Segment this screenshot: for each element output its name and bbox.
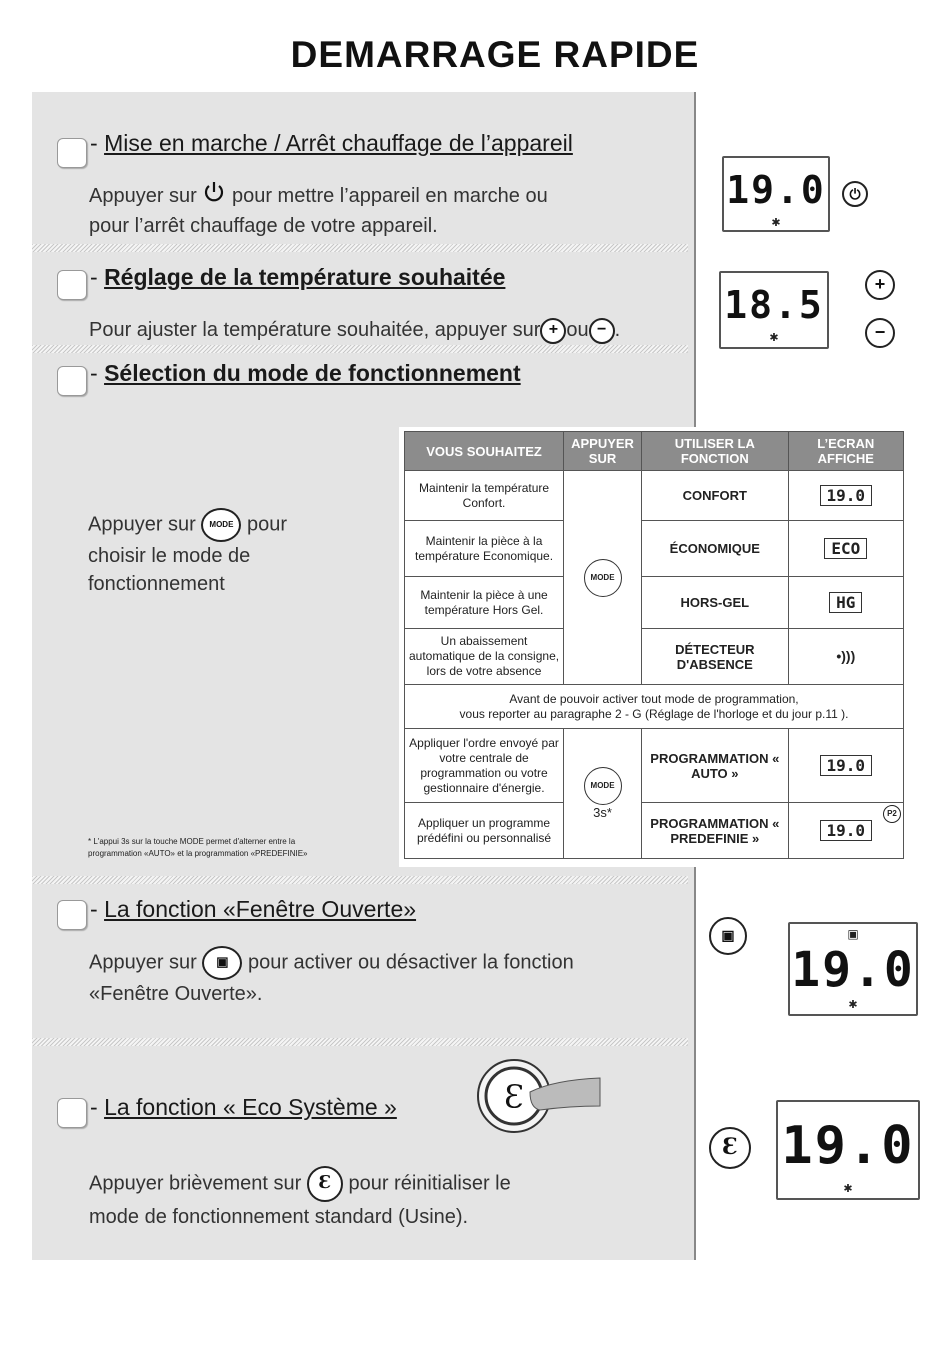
table-cell-want: Un abaissement automatique de la consigne, lors de votre absence [405,629,564,685]
heading-window: - La fonction «Fenêtre Ouverte» [90,896,417,922]
heading-mode: - Sélection du mode de fonctionnement [90,360,521,386]
table-cell-screen: ECO [788,521,903,577]
svg-text:Ɛ: Ɛ [504,1078,524,1116]
heading-temp: - Réglage de la température souhaitée [90,264,506,290]
table-cell-want: Appliquer un programme prédéfini ou personnalisé [405,803,564,859]
table-notice: Avant de pouvoir activer tout mode de programmation, vous reporter au paragraphe 2 - G (Réglage de l'horloge et du jour p.11 ). [405,685,904,729]
table-cell-function: DÉTECTEUR D'ABSENCE [642,629,789,685]
table-cell-press [564,729,642,859]
window-icon: ▣ [202,946,242,980]
mode-icon: MODE [201,508,241,542]
table-cell-function: CONFORT [642,471,789,521]
text-eco: Appuyer brièvement sur Ɛ pour réinitialiser le mode de fonctionnement standard (Usine). [89,1166,649,1233]
table-header: VOUS SOUHAITEZ [405,432,564,471]
heading-eco: - La fonction « Eco Système » [90,1094,397,1120]
eco-button-icon[interactable]: Ɛ [709,1127,751,1169]
section-separator [32,1038,688,1046]
eco-button-illustration [474,1058,604,1134]
display-onoff: 19.0 ✱ [722,156,830,232]
press-duration: 3s* [593,804,612,820]
minus-button[interactable]: − [865,318,895,348]
table-cell-function: PROGRAMMATION « PREDEFINIE » [642,803,789,859]
power-button-icon[interactable]: ⏻ [842,181,868,207]
minus-icon: − [589,318,615,344]
table-cell-press [564,471,642,685]
checkbox-mode[interactable] [57,366,87,396]
section-separator [32,345,688,353]
checkbox-window[interactable] [57,900,87,930]
text-onoff: Appuyer sur pour mettre l’appareil en marche ou pour l’arrêt chauffage de votre appareil. [89,180,649,240]
table-cell-screen: 19.0 [788,471,903,521]
table-header: APPUYER SUR [564,432,642,471]
table-cell-want: Maintenir la température Confort. [405,471,564,521]
table-cell-want: Maintenir la pièce à une température Hors Gel. [405,577,564,629]
plus-icon: + [540,318,566,344]
mode-button-icon: MODE [584,559,622,597]
p2-badge: P2 [883,805,901,823]
checkbox-eco[interactable] [57,1098,87,1128]
window-button-icon[interactable]: ▣ [709,917,747,955]
table-cell-function: ÉCONOMIQUE [642,521,789,577]
mode-footnote: * L'appui 3s sur la touche MODE permet d'alterner entre la programmation «AUTO» et la programmation «PREDEFINIE» [88,837,308,858]
checkbox-onoff[interactable] [57,138,87,168]
table-header: UTILISER LA FONCTION [642,432,789,471]
table-cell-screen: •))) [788,629,903,685]
power-icon [202,180,226,212]
heading-onoff: - Mise en marche / Arrêt chauffage de l’appareil [90,130,573,156]
table-cell-want: Maintenir la pièce à la température Economique. [405,521,564,577]
table-cell-function: PROGRAMMATION « AUTO » [642,729,789,803]
table-cell-screen: 19.0 [788,729,903,803]
text-temp: Pour ajuster la température souhaitée, appuyer sur + ou − . [89,316,694,344]
eco-icon: Ɛ [307,1166,343,1202]
display-window: ▣ 19.0 ✱ [788,922,918,1016]
table-header: L’ECRAN AFFICHE [788,432,903,471]
table-cell-want: Appliquer l'ordre envoyé par votre centrale de programmation ou votre gestionnaire d'énergie. [405,729,564,803]
page-title: DEMARRAGE RAPIDE [290,34,700,75]
plus-button[interactable]: + [865,270,895,300]
display-temp: 18.5 ✱ [719,271,829,349]
display-eco: 19.0 ✱ [776,1100,920,1200]
mode-button-icon: MODE [584,767,622,805]
checkbox-temp[interactable] [57,270,87,300]
table-cell-screen: 19.0 P2 [788,803,903,859]
section-separator [32,876,688,884]
table-cell-function: HORS-GEL [642,577,789,629]
text-mode: Appuyer sur MODE pour choisir le mode de fonctionnement [88,508,388,598]
text-window: Appuyer sur ▣ pour activer ou désactiver la fonction «Fenêtre Ouverte». [89,946,669,1008]
table-cell-screen: HG [788,577,903,629]
window-indicator-icon: ▣ [847,927,859,941]
section-separator [32,244,688,252]
mode-table [399,427,910,867]
